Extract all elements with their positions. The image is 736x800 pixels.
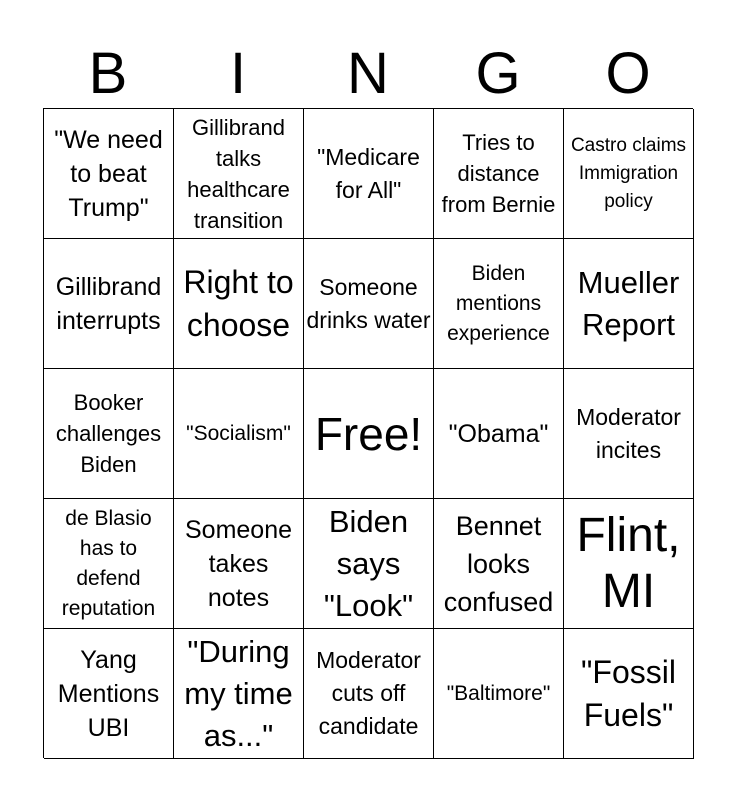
- bingo-cell[interactable]: [304, 239, 434, 369]
- cell-text: Someone takes notes: [184, 515, 293, 612]
- cell-text: Gillibrand talks healthcare transition: [187, 114, 290, 233]
- cell-text: "Obama": [448, 419, 549, 448]
- bingo-header: [43, 40, 693, 108]
- cell-text: "Medicare for All": [317, 143, 420, 203]
- bingo-cell[interactable]: [174, 369, 304, 499]
- cell-text: "Fossil Fuels": [581, 653, 676, 733]
- cell-text: "Socialism": [186, 421, 291, 445]
- header-letter-b: B: [88, 41, 128, 106]
- bingo-cell[interactable]: [174, 239, 304, 369]
- free-space-cell[interactable]: [304, 369, 434, 499]
- bingo-board: [43, 108, 693, 758]
- bingo-cell[interactable]: [434, 369, 564, 499]
- bingo-cell[interactable]: [564, 239, 694, 369]
- cell-text: Gillibrand interrupts: [55, 272, 162, 335]
- cell-text: Booker challenges Biden: [55, 390, 162, 477]
- cell-text: "We need to beat Trump": [54, 125, 163, 222]
- bingo-cell[interactable]: [564, 109, 694, 239]
- bingo-cell[interactable]: [44, 629, 174, 759]
- cell-text: "During my time as...": [184, 633, 293, 753]
- cell-text: Moderator cuts off candidate: [316, 647, 421, 739]
- bingo-cell[interactable]: [304, 499, 434, 629]
- cell-text: Moderator incites: [576, 403, 681, 463]
- bingo-cell[interactable]: [304, 109, 434, 239]
- cell-text: Right to choose: [183, 263, 294, 343]
- bingo-cell[interactable]: [44, 109, 174, 239]
- cell-text: Free!: [314, 407, 423, 460]
- header-letter-n: N: [347, 41, 389, 106]
- cell-text: Biden says "Look": [323, 503, 414, 623]
- bingo-cell[interactable]: [174, 629, 304, 759]
- bingo-cell[interactable]: [434, 499, 564, 629]
- cell-text: Tries to distance from Bernie: [441, 130, 556, 217]
- cell-text: Yang Mentions UBI: [57, 645, 160, 742]
- bingo-cell[interactable]: [434, 109, 564, 239]
- bingo-cell[interactable]: [564, 499, 694, 629]
- bingo-cell[interactable]: [434, 629, 564, 759]
- bingo-cell[interactable]: [44, 369, 174, 499]
- bingo-cell[interactable]: [44, 499, 174, 629]
- bingo-cell[interactable]: [174, 499, 304, 629]
- cell-text: Biden mentions experience: [447, 261, 550, 345]
- bingo-cell[interactable]: [564, 369, 694, 499]
- cell-text: Someone drinks water: [306, 273, 431, 333]
- cell-text: Flint, MI: [576, 508, 681, 618]
- cell-text: Mueller Report: [577, 264, 680, 342]
- header-letter-i: I: [229, 41, 247, 106]
- cell-text: "Baltimore": [446, 681, 551, 705]
- bingo-cell[interactable]: [434, 239, 564, 369]
- cell-text: Castro claims Immigration policy: [570, 134, 687, 212]
- bingo-cell[interactable]: [564, 629, 694, 759]
- bingo-cell[interactable]: [44, 239, 174, 369]
- bingo-cell[interactable]: [304, 629, 434, 759]
- cell-text: de Blasio has to defend reputation: [61, 506, 156, 620]
- header-letter-o: O: [605, 41, 651, 106]
- header-letter-g: G: [475, 41, 521, 106]
- cell-text: Bennet looks confused: [443, 510, 554, 617]
- bingo-cell[interactable]: [174, 109, 304, 239]
